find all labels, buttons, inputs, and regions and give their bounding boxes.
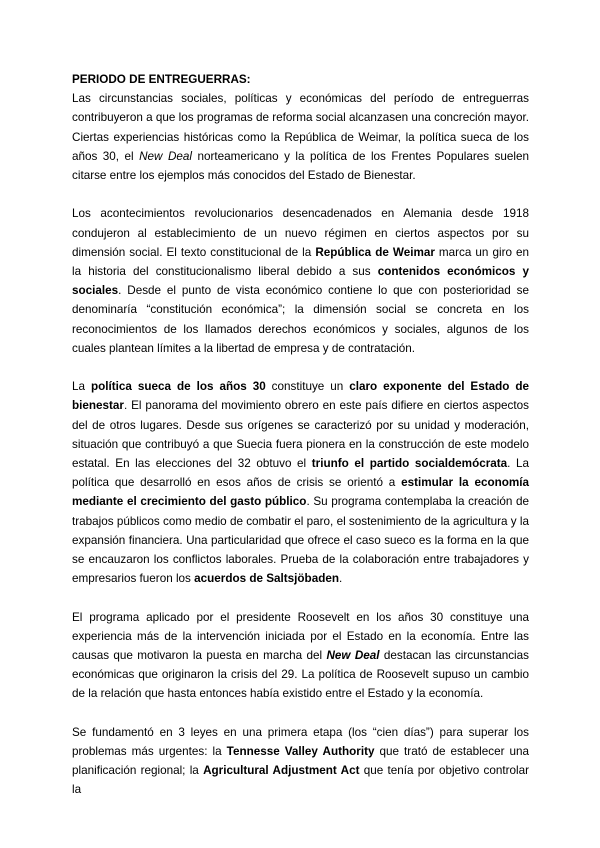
text-run: . [338,572,343,586]
text-run: que tenía por objetivo controlar la [72,764,529,797]
bold-term: política sueca de los años 30 [90,380,266,394]
bold-term: contenidos económicos y sociales [72,265,529,298]
text-run: La [72,380,91,394]
text-run: . Desde el punto de vista económico contiene lo que con posterioridad se denominaría “constitución económica”; la dimensión social se concreta en los reconocimientos de los llamados derechos económicos y sociales, algunos de los cuales plantean límites a la libertad de empresa y de contratación. [72,284,529,355]
bold-term: Agricultural Adjustment Act [203,764,360,778]
text-run: norteamericano y la política de los Frentes Populares suelen citarse entre los ejemplos más conocidos del Estado de Bienestar. [72,149,529,183]
text-run: Se fundamentó en 3 leyes en una primera etapa (los “cien días”) para superar los problemas más urgentes: la [72,725,529,759]
text-run: El programa aplicado por el presidente Roosevelt en los años 30 constituye una experiencia más de la intervención iniciada por el Estado en la economía. Entre las causas que motivaron la puesta en marcha del [72,610,529,663]
paragraph-sweden [72,377,529,588]
bold-term: Tennesse Valley Authority [226,745,375,759]
text-run: . Su programa contemplaba la creación de trabajos públicos como medio de combatir el paro, el sostenimiento de la agricultura y la expansión financiera. Una particularidad que ofrece el caso sueco es la forma en la que se encauzaron los conflictos laborales. Prueba de la colaboración entre trabajadores y empresarios fueron los [72,495,529,586]
bold-term: acuerdos de Saltsjöbaden [194,572,339,586]
bold-term: estimular la economía mediante el crecimiento del gasto público [72,476,530,509]
text-run: . La política que desarrolló en esos años de crisis se orientó a [72,457,530,490]
section-heading: PERIODO DE ENTREGUERRAS: [72,73,251,86]
paragraph-intro [72,89,529,185]
bold-term: claro exponente del Estado de bienestar [72,380,530,413]
document-body [72,70,529,819]
text-run: que trató de establecer una planificación regional; la [72,745,530,778]
text-run: Las circunstancias sociales, políticas y económicas del período de entreguerras contribuyeron a que los programas de reforma social alcanzasen una concreción mayor. Ciertas experiencias históricas como la República de Weimar, la política sueca de los años 30, el [72,92,529,163]
text-run: Los acontecimientos revolucionarios desencadenados en Alemania desde 1918 condujeron al establecimiento de un nuevo régimen en ciertos aspectos por su dimensión social. El texto constitucional de la [72,207,529,259]
bold-term: República de Weimar [315,245,435,259]
bold-term: triunfo el partido socialdemócrata [311,457,508,471]
text-run: destacan las circunstancias económicas que originaron la crisis del 29. La política de Roosevelt supuso un cambio de la relación que hasta entonces había existido entre el Estado y la economía. [72,649,529,701]
text-run: constituye un [265,380,350,394]
text-run: marca un giro en la historia del constitucionalismo liberal debido a sus [72,245,529,279]
text-run: . El panorama del movimiento obrero en este país difiere en ciertos aspectos del de otros lugares. Desde sus orígenes se caracterizó por su unidad y moderación, situación que contribuyó a que Suecia fuera pionera en la construcción de este modelo estatal. En las elecciones del 32 obtuvo el [72,399,529,471]
bold-italic-term: New Deal [326,649,380,663]
italic-term: New Deal [139,149,192,163]
paragraph-laws [72,723,529,800]
paragraph-weimar [72,204,529,358]
paragraph-new-deal [72,608,529,704]
